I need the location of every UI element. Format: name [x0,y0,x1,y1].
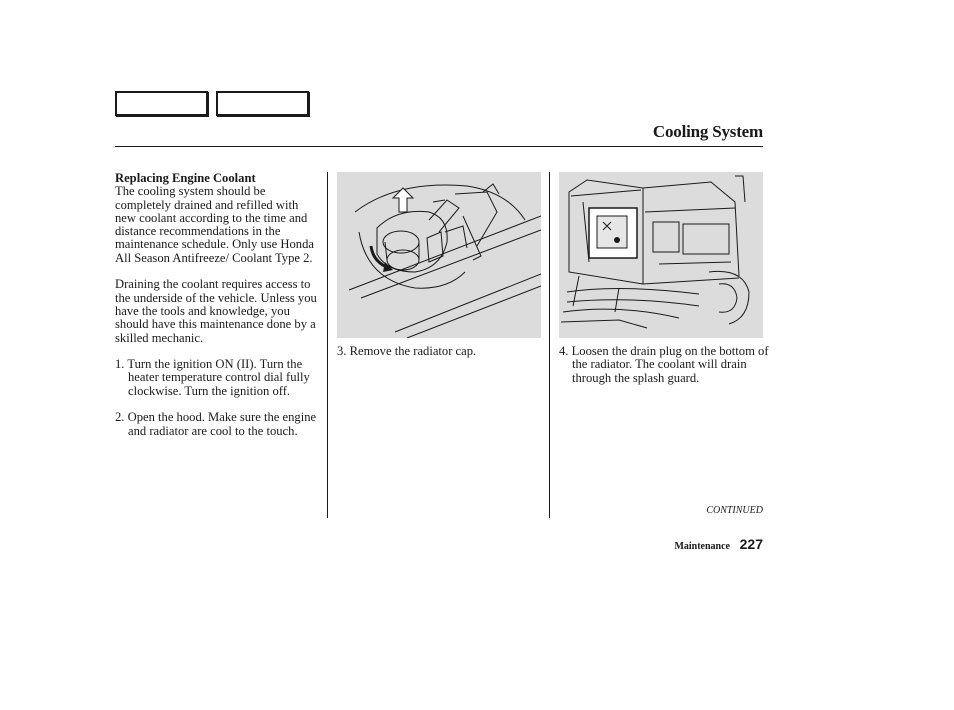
step-2: 2. Open the hood. Make sure the engine and radiator are cool to the touch. [115,410,317,438]
next-page-button[interactable] [216,91,309,116]
access-paragraph: Draining the coolant requires access to the underside of the vehicle. Unless you have the tools and knowledge, you should have this maintenance done by a skilled mechanic. [115,277,317,345]
radiator-cap-illustration [337,172,541,338]
title-divider [115,146,763,147]
footer-section-name: Maintenance [674,541,730,552]
previous-page-button[interactable] [115,91,208,116]
step-1: 1. Turn the ignition ON (II). Turn the heater temperature control dial fully clockwise. Turn the ignition off. [115,357,310,398]
step-4-caption: 4. Loosen the drain plug on the bottom of the radiator. The coolant will drain through the splash guard. [559,344,769,385]
column-text [115,172,320,438]
drain-plug-drawing [559,172,763,338]
radiator-cap-drawing [337,172,541,338]
page-title: Cooling System [652,122,763,141]
column-divider-1 [327,172,328,518]
intro-paragraph: The cooling system should be completely drained and refilled with new coolant according to the time and distance recommendations in the maintenance schedule. Only use Honda All Season Antifreeze/ Coolant Type 2. [115,184,314,265]
section-heading: Replacing Engine Coolant [115,171,256,185]
continued-label: CONTINUED [706,505,763,516]
drain-plug-illustration [559,172,763,338]
page-number: 227 [739,536,763,552]
step-3-caption: 3. Remove the radiator cap. [337,344,477,358]
column-divider-2 [549,172,550,518]
